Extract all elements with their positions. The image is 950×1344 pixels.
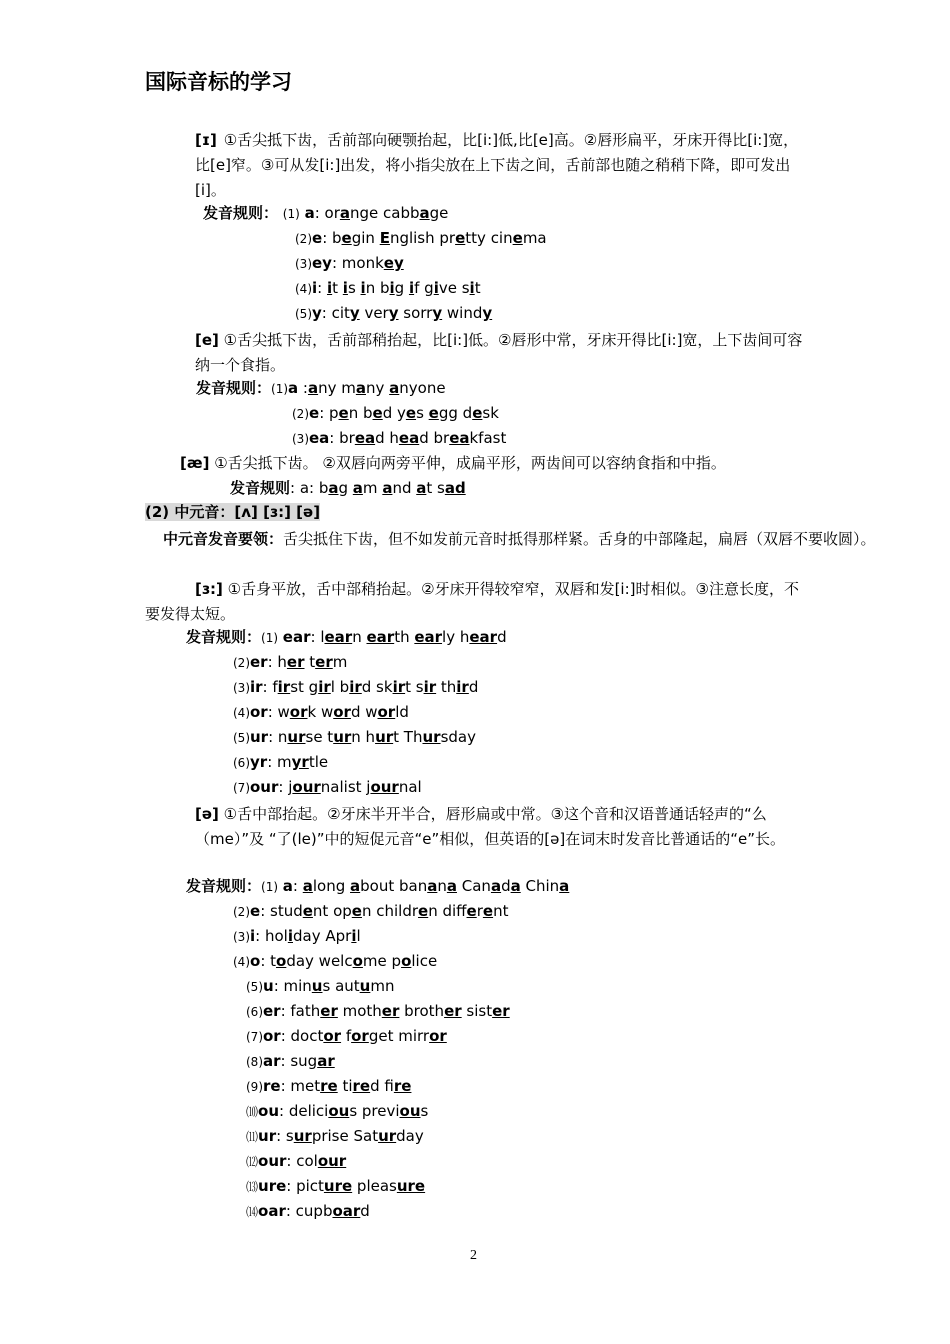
schwa-desc xyxy=(195,802,810,852)
i-rule-5: (5)y: city very sorry windy xyxy=(295,304,493,322)
schwa-rule-3: (3)i: holiday April xyxy=(233,927,361,945)
i-rule-2: (2)e: begin English pretty cinema xyxy=(295,229,547,247)
schwa-text: ①舌中部抬起。②牙床半开半合，唇形扁或中常。③这个音和汉语普通话轻声的“么（me）”及 “了(le)”中的短促元音“e”相似，但英语的[ə]在词末时发音比普通话的“e”长。 xyxy=(195,805,785,848)
e-rule-3: (3)ea: bread head breakfast xyxy=(292,429,507,447)
er-long-text: ①舌身平放，舌中部稍抬起。②牙床开得较窄窄，双唇和发[i:]时相似。③注意长度，不要发得太短。 xyxy=(145,580,799,623)
ae-text: ①舌尖抵下齿。 ②双唇向两旁平伸，成扁平形，两齿间可以容纳食指和中指。 xyxy=(214,454,726,472)
schwa-rule-5: (5)u: minus autumn xyxy=(246,977,395,995)
schwa-rule-9: (9)re: metre tired fire xyxy=(246,1077,412,1095)
i-rule-1: 发音规则： (1) a: orange cabbage xyxy=(203,204,449,222)
mid-heading: (2) 中元音：[ʌ] [ɜ:] [ə] xyxy=(145,503,321,521)
ae-rule-1: 发音规则: a: bag am and at sad xyxy=(230,479,466,497)
schwa-rule-6: (6)er: father mother brother sister xyxy=(246,1002,510,1020)
schwa-rule-1: 发音规则：(1) a: along about banana Canada China xyxy=(186,877,570,895)
ae-symbol: [æ] xyxy=(180,454,210,472)
i-rule-3: (3)ey: monkey xyxy=(295,254,404,272)
er-long-symbol: [ɜ:] xyxy=(195,580,223,598)
schwa-rule-7: (7)or: doctor forget mirror xyxy=(246,1027,447,1045)
er-rule-6: (6)yr: myrtle xyxy=(233,753,329,771)
i-short-text: ①舌尖抵下齿，舌前部向硬颚抬起，比[i:]低,比[e]高。②唇形扁平，牙床开得比[i:]宽，比[e]窄。③可从发[i:]出发，将小指尖放在上下齿之间，舌前部也随之稍稍下降，即可发出[i]。 xyxy=(195,131,799,199)
e-symbol: [e] xyxy=(195,331,219,349)
e-rule-2: (2)e: pen bed yes egg desk xyxy=(292,404,499,422)
schwa-rule-14: ⒁oar: cupboard xyxy=(246,1202,370,1220)
schwa-rule-8: (8)ar: sugar xyxy=(246,1052,335,1070)
schwa-rule-10: ⑽ou: delicious previous xyxy=(246,1102,429,1120)
schwa-rule-12: ⑿our: colour xyxy=(246,1152,347,1170)
er-rule-4: (4)or: work word world xyxy=(233,703,409,721)
page-title: 国际音标的学习 xyxy=(145,70,292,94)
mid-essentials: 中元音发音要领：舌尖抵住下齿，但不如发前元音时抵得那样紧。舌身的中部隆起，扁唇（双唇不要收圆）。 xyxy=(163,530,876,548)
i-short-symbol: [ɪ] xyxy=(195,131,217,149)
er-rule-2: (2)er: her term xyxy=(233,653,348,671)
e-rule-1: 发音规则：(1)a :any many anyone xyxy=(196,379,446,397)
er-rule-3: (3)ir: first girl bird skirt sir third xyxy=(233,678,479,696)
er-rule-1: 发音规则：(1) ear: learn earth early heard xyxy=(186,628,507,646)
ae-desc xyxy=(180,453,726,473)
schwa-rule-2: (2)e: student open children different xyxy=(233,902,509,920)
i-short-desc xyxy=(195,128,810,203)
i-rule-4: (4)i: it is in big if give sit xyxy=(295,279,481,297)
er-rule-5: (5)ur: nurse turn hurt Thursday xyxy=(233,728,476,746)
schwa-symbol: [ə] xyxy=(195,805,219,823)
e-desc xyxy=(195,328,810,378)
e-text: ①舌尖抵下齿，舌前部稍抬起，比[i:]低。②唇形中常，牙床开得比[i:]宽，上下齿间可容纳一个食指。 xyxy=(195,331,803,374)
page-number: 2 xyxy=(470,1248,477,1263)
schwa-rule-11: ⑾ur: surprise Saturday xyxy=(246,1127,424,1145)
schwa-rule-13: ⒀ure: picture pleasure xyxy=(246,1177,426,1195)
er-rule-7: (7)our: journalist journal xyxy=(233,778,422,796)
er-long-desc xyxy=(145,577,810,627)
schwa-rule-4: (4)o: today welcome police xyxy=(233,952,438,970)
